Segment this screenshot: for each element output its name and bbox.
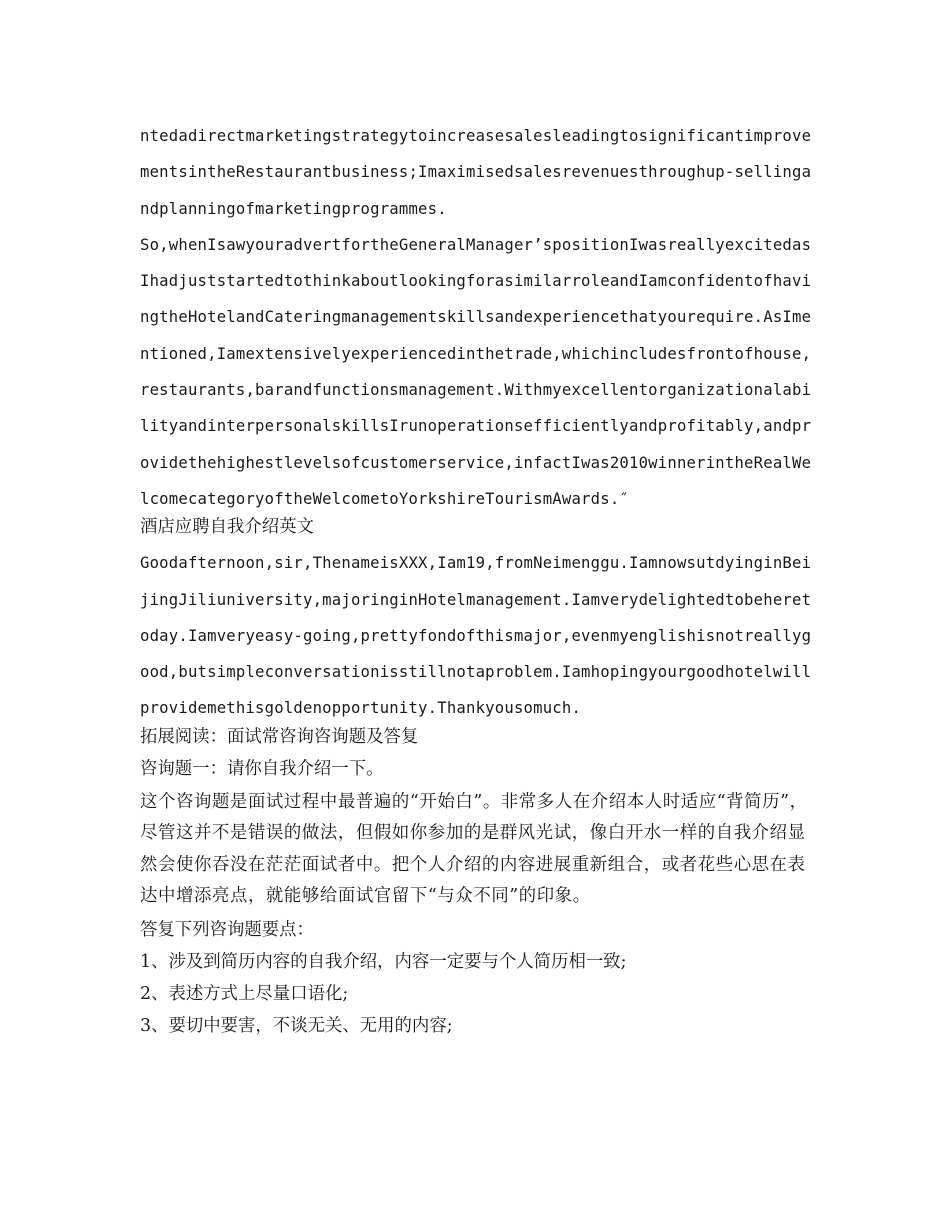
heading-extended-reading: 拓展阅读：面试常咨询咨询题及答复 [140, 726, 419, 747]
list-item-point-2: 2、表述方式上尽量口语化; [140, 983, 349, 1004]
paragraph-marketing-strategy: ntedadirectmarketingstrategytoincreasesalesleadingtosignificantimprovementsintheRestaurantbusiness;Imaximisedsalesrevenuesthroughup-sellingandplanningofmarketingprogrammes. [140, 127, 812, 218]
list-item-point-1: 1、涉及到简历内容的自我介绍，内容一定要与个人简历相一致; [140, 951, 627, 972]
list-item-point-3: 3、要切中要害，不谈无关、无用的内容; [140, 1015, 453, 1036]
heading-answer-points: 答复下列咨询题要点： [140, 919, 314, 940]
paragraph-general-manager-position: So,whenIsawyouradvertfortheGeneralManager’spositionIwasreallyexcitedasIhadjuststartedtothinkaboutlookingforasimilarroleandIamconfidentofhavingtheHotelandCateringmanagementskillsandexperiencethatyourequire.AsImentioned,Iamextensivelyexperiencedinthetrade,whichincludesfrontofhouse,restaurants,barandfunctionsmanagement.WithmyexcellentorganizationalabilityandinterpersonalskillsIrunoperationsefficientlyandprofitably,andprovidethehighestlevelsofcustomerservice,infactIwas2010winnerintheRealWelcomecategoryoftheWelcometoYorkshireTourismAwards.″ [140, 235, 812, 508]
paragraph-question-one-explanation: 这个咨询题是面试过程中最普遍的“开始白”。非常多人在介绍本人时适应“背简历”，尽管这并不是错误的做法，但假如你参加的是群风光试，像白开水一样的自我介绍显然会使你吞没在茫茫面试者中。把个人介绍的内容进展重新组合，或者花些心思在表达中增添亮点，就能够给面试官留下“与众不同”的印象。 [140, 791, 808, 907]
heading-question-one: 咨询题一：请你自我介绍一下。 [140, 758, 384, 779]
heading-hotel-self-intro-english: 酒店应聘自我介绍英文 [140, 517, 314, 538]
paragraph-self-introduction-english: Goodafternoon,sir,ThenameisXXX,Iam19,fromNeimenggu.IamnowsutdyinginBeijingJiliuniversity,majoringinHotelmanagement.Iamverydelightedtobeheretoday.Iamveryeasy-going,prettyfondofthismajor,evenmyenglishisnotreallygood,butsimpleconversationisstillnotaproblem.Iamhopingyourgoodhotelwillprovidemethisgoldenopportunity.Thankyousomuch. [140, 554, 812, 718]
document-body [140, 118, 812, 1041]
